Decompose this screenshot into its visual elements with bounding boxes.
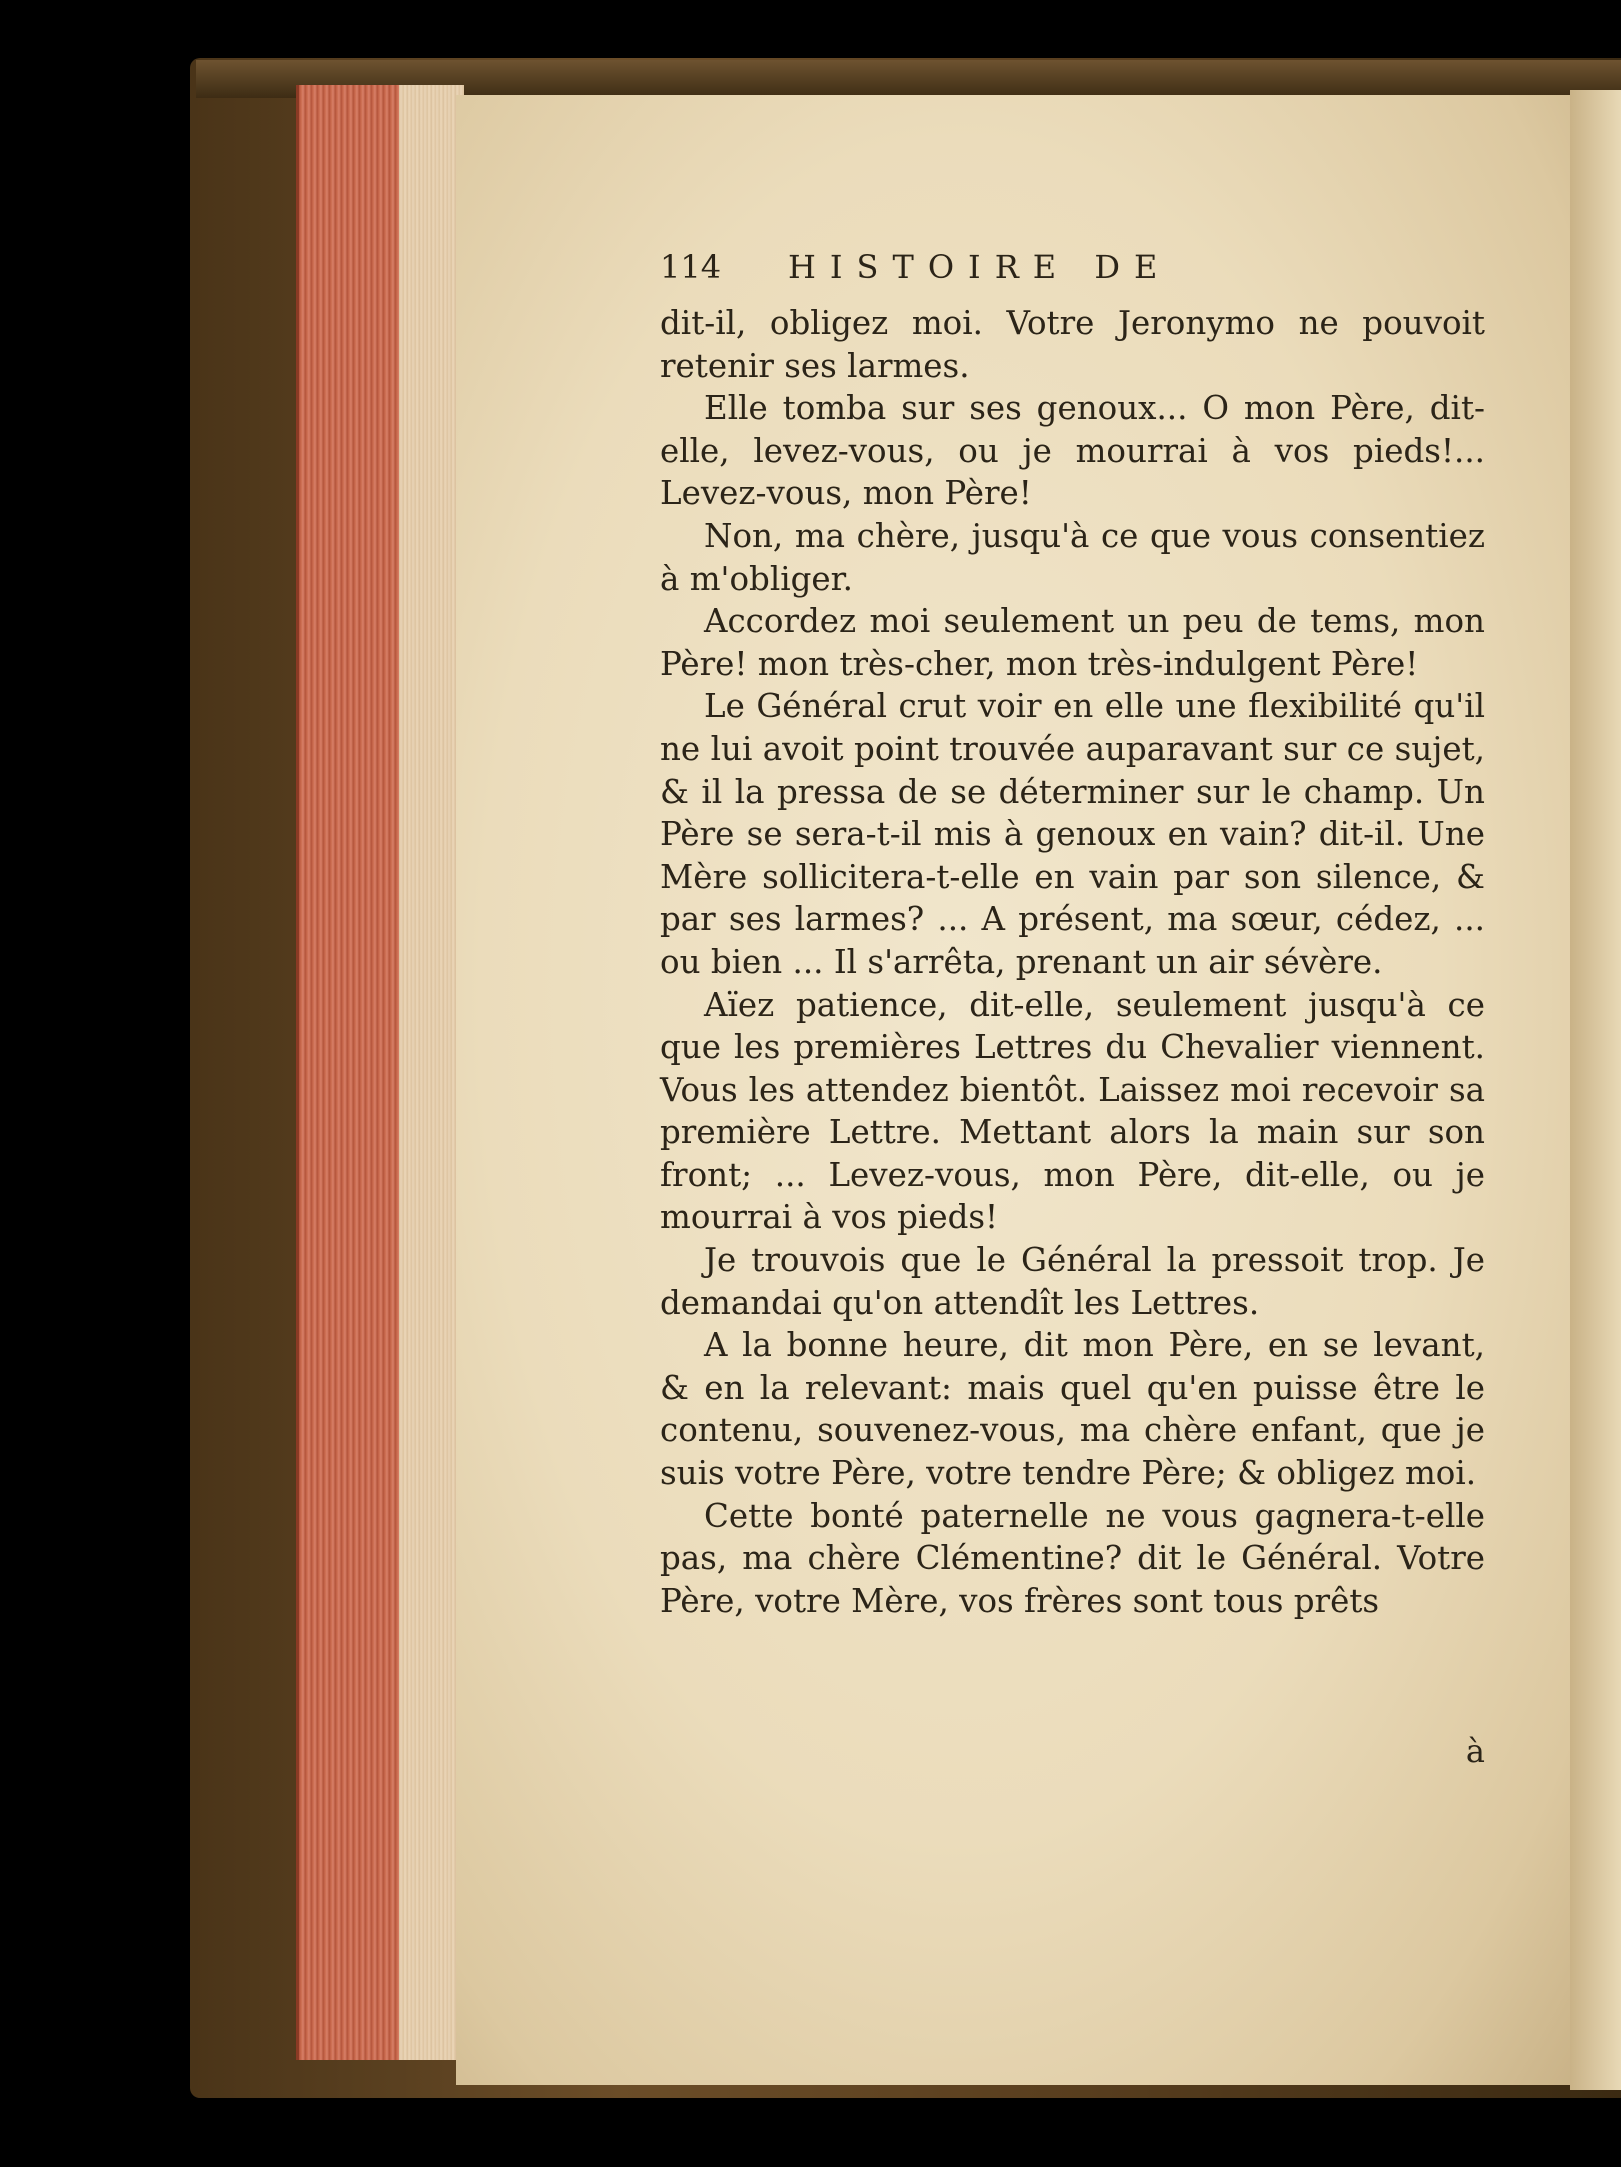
facing-page-edge xyxy=(1570,90,1621,2090)
paragraph: Cette bonté paternelle ne vous gagnera-t-elle pas, ma chère Clémentine? dit le Général. Votre Père, votre Mère, vos frères sont tous prêts xyxy=(660,1496,1485,1620)
paragraph: Non, ma chère, jusqu'à ce que vous consentiez à m'obliger. xyxy=(660,516,1485,598)
paragraph: Accordez moi seulement un peu de tems, mon Père! mon très-cher, mon très-indulgent Père! xyxy=(660,602,1485,683)
page-number: 114 xyxy=(660,248,722,286)
paragraph: Le Général crut voir en elle une flexibilité qu'il ne lui avoit point trouvée auparavant sur ce sujet, & il la pressa de se déterminer sur le champ. Un Père se sera-t-il mis à genoux en vain? dit-il. Une Mère sollicitera-t-elle en vain par son silence, & par ses larmes? ... A présent, ma sœur, cédez, ... ou bien ... Il s'arrêta, prenant un air sévère. xyxy=(660,687,1485,981)
paragraph: A la bonne heure, dit mon Père, en se levant, & en la relevant: mais quel qu'en puisse être le contenu, souvenez-vous, ma chère enfant, que je suis votre Père, votre tendre Père; & obligez moi. xyxy=(660,1326,1485,1493)
catchword: à xyxy=(1465,1732,1485,1770)
page-header xyxy=(660,248,1485,293)
paragraph: Elle tomba sur ses genoux... O mon Père, dit-elle, levez-vous, ou je mourrai à vos pieds!... Levez-vous, mon Père! xyxy=(660,389,1485,513)
running-head: HISTOIRE DE xyxy=(788,248,1172,286)
page-body xyxy=(660,302,1485,1622)
paragraph: Aïez patience, dit-elle, seulement jusqu'à ce que les premières Lettres du Chevalier viennent. Vous les attendez bientôt. Laissez moi recevoir sa première Lettre. Mettant alors la main sur son front; ... Levez-vous, mon Père, dit-elle, ou je mourrai à vos pieds! xyxy=(660,985,1485,1237)
paragraph: dit-il, obligez moi. Votre Jeronymo ne pouvoit retenir ses larmes. xyxy=(660,304,1485,385)
page-edges xyxy=(296,85,464,2060)
paragraph: Je trouvois que le Général la pressoit trop. Je demandai qu'on attendît les Lettres. xyxy=(660,1241,1485,1322)
